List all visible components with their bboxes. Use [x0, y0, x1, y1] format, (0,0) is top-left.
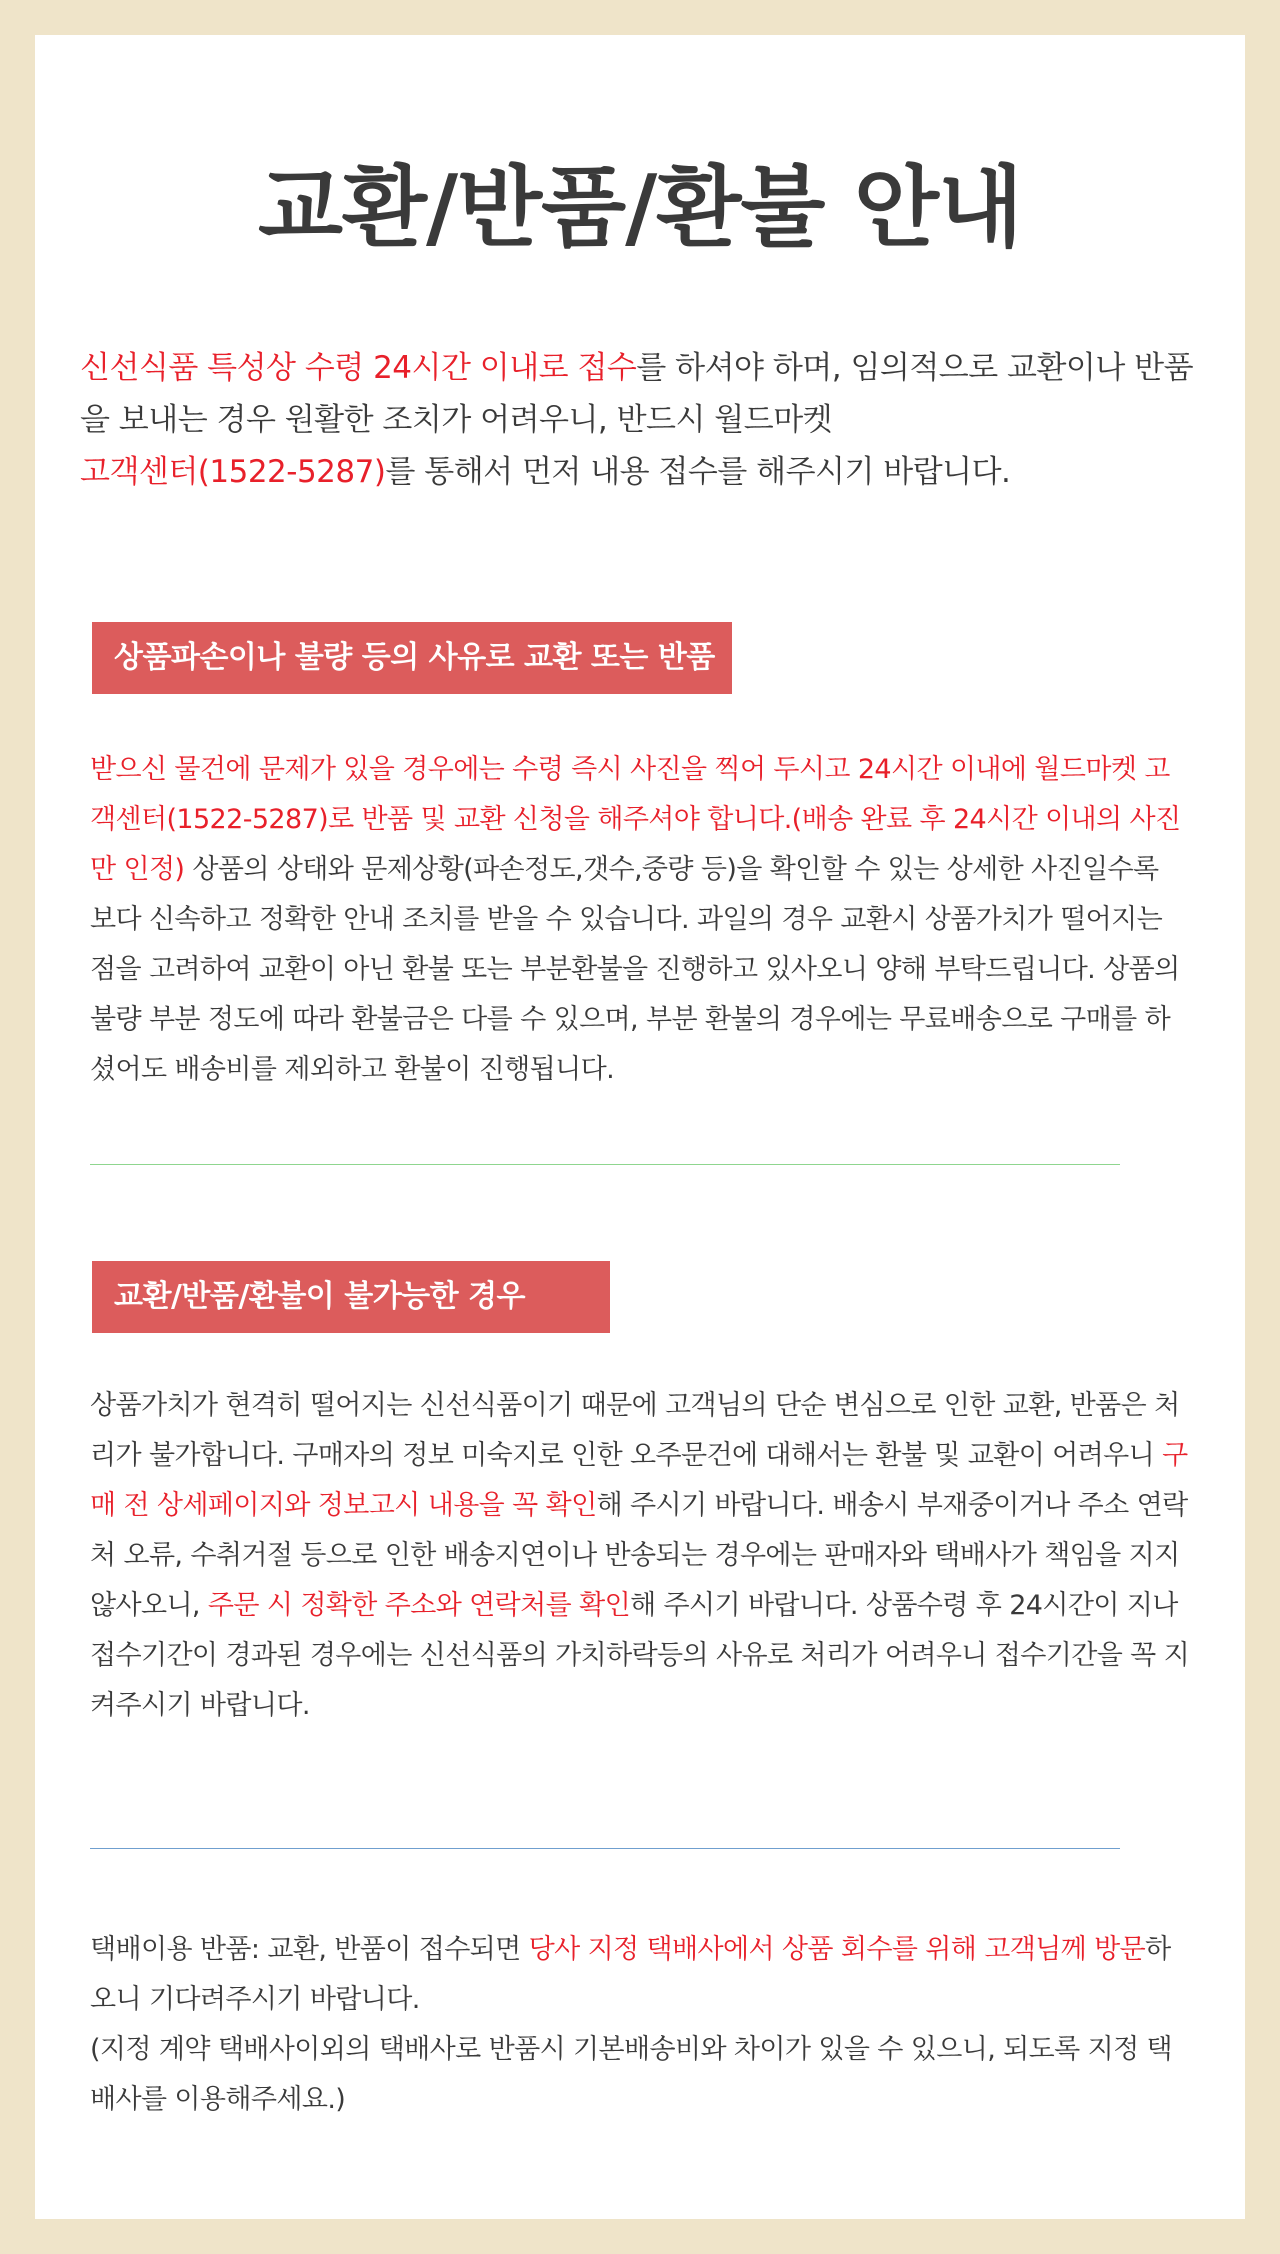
courier-return-paragraph	[90, 1925, 1190, 2125]
courier-text-2: 하오니 기다려주시기 바랍니다.	[90, 1934, 1171, 2015]
intro-paragraph	[80, 342, 1210, 498]
intro-highlight-call-center: 고객센터(1522-5287)	[80, 454, 386, 490]
section-divider-green	[90, 1164, 1120, 1165]
not-allowed-text-2: 해 주시기 바랍니다. 배송시 부재중이거나 주소 연락처 오류, 수취거절 등으로 인한 배송지연이나 반송되는 경우에는 판매자와 택배사가 책임을 지지 않사오니,	[90, 1490, 1188, 1621]
intro-text: 를 하셔야 하며, 임의적으로 교환이나 반품을 보내는 경우 원활한 조치가 어려우니, 반드시 월드마켓	[80, 350, 1194, 438]
courier-text-1: 택배이용 반품: 교환, 반품이 접수되면	[90, 1934, 529, 1965]
not-allowed-paragraph	[90, 1381, 1190, 1731]
intro-highlight-deadline: 신선식품 특성상 수령 24시간 이내로 접수	[80, 350, 637, 386]
not-allowed-text-3: 해 주시기 바랍니다. 상품수령 후 24시간이 지나 접수기간이 경과된 경우에는 신선식품의 가치하락등의 사유로 처리가 어려우니 접수기간을 꼭 지켜주시기 바랍니다.	[90, 1590, 1190, 1721]
section-heading-damage: 상품파손이나 불량 등의 사유로 교환 또는 반품	[92, 622, 732, 694]
page-title: 교환/반품/환불 안내	[258, 156, 1022, 259]
damage-text: 상품의 상태와 문제상황(파손정도,갯수,중량 등)을 확인할 수 있는 상세한 사진일수록 보다 신속하고 정확한 안내 조치를 받을 수 있습니다. 과일의 경우 교환시 상품가치가 떨어지는 점을 고려하여 교환이 아닌 환불 또는 부분환불을 진행하고 있사오니 양해 부탁드립니다. 상품의 불량 부분 정도에 따라 환불금은 다를 수 있으며, 부분 환불의 경우에는 무료배송으로 구매를 하셨어도 배송비를 제외하고 환불이 진행됩니다.	[90, 854, 1180, 1085]
courier-highlight-visit: 당사 지정 택배사에서 상품 회수를 위해 고객님께 방문	[528, 1934, 1146, 1965]
not-allowed-highlight-check-detail: 구매 전 상세페이지와 정보고시 내용을 꼭 확인	[90, 1440, 1188, 1521]
damage-highlight: 받으신 물건에 문제가 있을 경우에는 수령 즉시 사진을 찍어 두시고 24시간 이내에 월드마켓 고객센터(1522-5287)로 반품 및 교환 신청을 해주셔야 합니다.(배송 완료 후 24시간 이내의 사진만 인정)	[90, 754, 1181, 885]
not-allowed-highlight-check-address: 주문 시 정확한 주소와 연락처를 확인	[207, 1590, 631, 1621]
content-card	[35, 35, 1245, 2219]
not-allowed-text-1: 상품가치가 현격히 떨어지는 신선식품이기 때문에 고객님의 단순 변심으로 인한 교환, 반품은 처리가 불가합니다. 구매자의 정보 미숙지로 인한 오주문건에 대해서는 환불 및 교환이 어려우니	[90, 1390, 1180, 1471]
courier-note: (지정 계약 택배사이외의 택배사로 반품시 기본배송비와 차이가 있을 수 있으니, 되도록 지정 택배사를 이용해주세요.)	[90, 2034, 1173, 2115]
section-divider-blue	[90, 1848, 1120, 1849]
section-heading-not-allowed: 교환/반품/환불이 불가능한 경우	[92, 1261, 610, 1333]
damage-paragraph	[90, 745, 1190, 1095]
intro-text-end: 를 통해서 먼저 내용 접수를 해주시기 바랍니다.	[385, 454, 1011, 490]
